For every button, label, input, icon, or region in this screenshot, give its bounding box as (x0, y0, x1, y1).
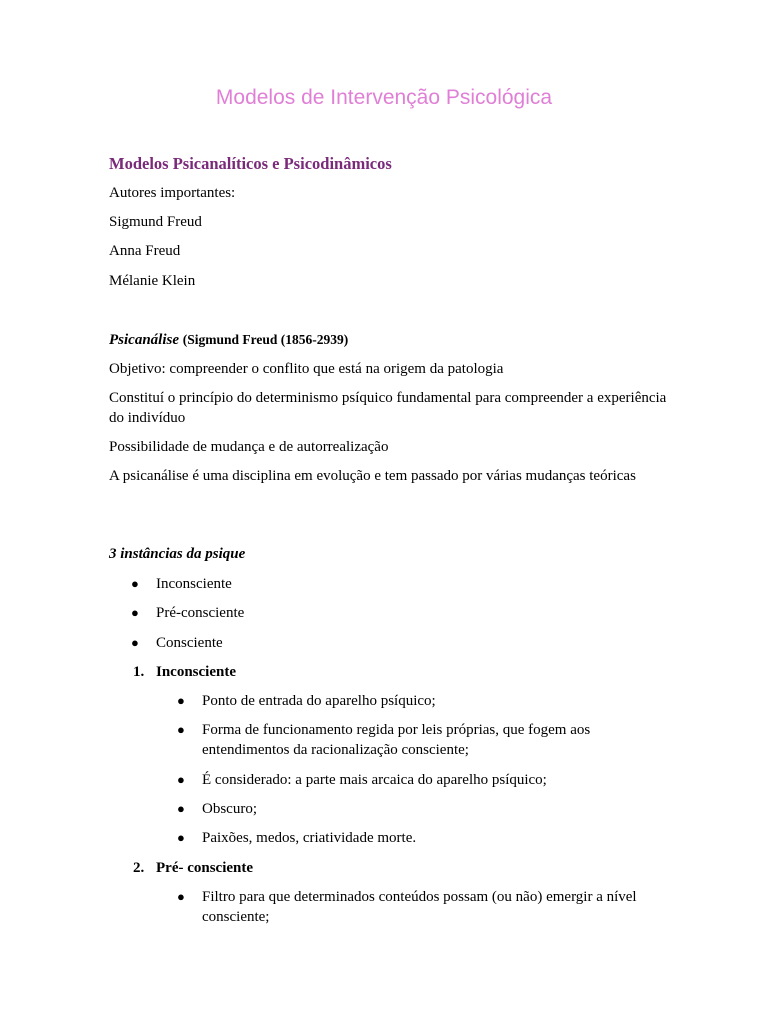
list-item: ● Ponto de entrada do aparelho psíquico; (177, 693, 436, 709)
bullet-icon: ● (177, 693, 185, 708)
list-item: ● Inconsciente (131, 576, 232, 592)
bullet-icon: ● (131, 605, 139, 620)
instancias-heading: 3 instâncias da psique (109, 546, 246, 562)
bullet-icon: ● (177, 801, 185, 816)
numbered-title: Pré- consciente (156, 860, 254, 876)
psicanalise-heading-term: Psicanálise (109, 332, 179, 348)
psicanalise-heading (109, 330, 348, 350)
list-item: ● Paixões, medos, criatividade morte. (177, 830, 417, 846)
paragraph: Objetivo: compreender o conflito que está na origem da patologia (109, 361, 504, 377)
numbered-heading (133, 662, 236, 682)
psicanalise-heading-detail: (Sigmund Freud (1856-2939) (182, 332, 349, 347)
list-item: ● Obscuro; (177, 801, 257, 817)
paragraph: Possibilidade de mudança e de autorrealização (109, 439, 389, 455)
authors-label: Autores importantes: (109, 185, 236, 201)
author-item: Mélanie Klein (109, 273, 196, 289)
numbered-title: Inconsciente (156, 664, 236, 680)
section-heading: Modelos Psicanalíticos e Psicodinâmicos (109, 154, 392, 173)
bullet-icon: ● (177, 830, 185, 845)
bullet-icon: ● (177, 772, 185, 787)
numbered-heading (133, 858, 253, 878)
bullet-icon: ● (131, 576, 139, 591)
list-item: ● É considerado: a parte mais arcaica do aparelho psíquico; (177, 772, 547, 788)
bullet-icon: ● (177, 722, 185, 737)
bullet-icon: ● (177, 889, 185, 904)
author-item: Anna Freud (109, 243, 181, 259)
author-item: Sigmund Freud (109, 214, 202, 230)
list-item: ● Forma de funcionamento regida por leis próprias, que fogem aos entendimentos da racionalização consciente; (177, 722, 591, 758)
paragraph: Constituí o princípio do determinismo psíquico fundamental para compreender a experiência do indivíduo (109, 390, 667, 426)
list-number: 2. (133, 860, 145, 876)
bullet-icon: ● (131, 635, 139, 650)
list-item: ● Pré-consciente (131, 605, 245, 621)
list-item: ● Filtro para que determinados conteúdos possam (ou não) emergir a nível consciente; (177, 889, 637, 925)
list-item: ● Consciente (131, 635, 223, 651)
paragraph: A psicanálise é uma disciplina em evolução e tem passado por várias mudanças teóricas (109, 468, 636, 484)
document-title: Modelos de Intervenção Psicológica (215, 86, 553, 109)
list-number: 1. (133, 664, 145, 680)
